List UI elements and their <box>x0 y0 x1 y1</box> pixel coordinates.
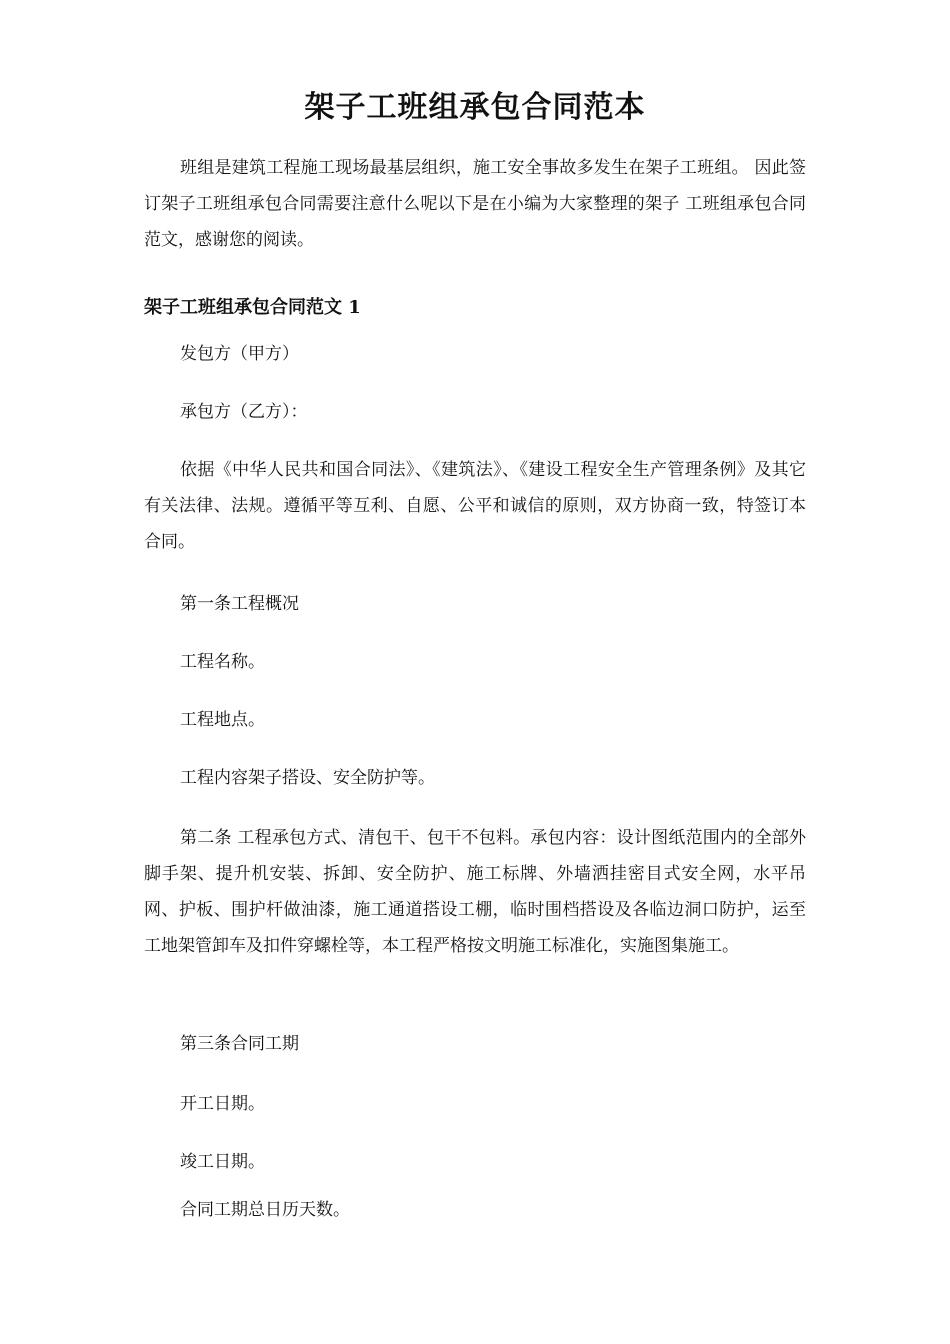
paragraph-article-3: 第三条合同工期 <box>180 1034 299 1054</box>
paragraph-start-date: 开工日期。 <box>180 1094 265 1114</box>
document-title: 架子工班组承包合同范本 <box>304 90 646 125</box>
intro-paragraph: 班组是建筑工程施工现场最基层组织，施工安全事故多发生在架子工班组。 因此签订架子工班组承包合同需要注意什么呢以下是在小编为大家整理的架子 工班组承包合同范文，感谢您的阅读。 <box>144 158 806 250</box>
paragraph-project-content: 工程内容架子搭设、安全防护等。 <box>180 768 435 788</box>
paragraph-legal-basis: 依据《中华人民共和国合同法》、《建筑法》、《建设工程安全生产管理条例》及其它有关法律、法规。遵循平等互利、自愿、公平和诚信的原则，双方协商一致，特签订本合同。 <box>144 460 806 552</box>
paragraph-completion-date: 竣工日期。 <box>180 1152 265 1172</box>
section-heading: 架子工班组承包合同范文 1 <box>144 297 361 318</box>
paragraph-party-a: 发包方（甲方） <box>180 344 299 364</box>
paragraph-project-location: 工程地点。 <box>180 710 265 730</box>
paragraph-total-days: 合同工期总日历天数。 <box>180 1200 350 1220</box>
paragraph-article-1: 第一条工程概况 <box>180 594 299 614</box>
paragraph-project-name: 工程名称。 <box>180 652 265 672</box>
paragraph-article-2: 第二条 工程承包方式、清包干、包干不包料。承包内容：设计图纸范围内的全部外脚手架、提升机安装、拆卸、安全防护、施工标牌、外墙洒挂密目式安全网，水平吊网、护板、围护杆做油漆，施工通道搭设工棚，临时围档搭设及各临边洞口防护，运至工地架管卸车及扣件穿螺栓等，本工程严格按文明施工标准化，实施图集施工。 <box>144 828 806 956</box>
paragraph-party-b: 承包方（乙方）： <box>180 402 308 422</box>
